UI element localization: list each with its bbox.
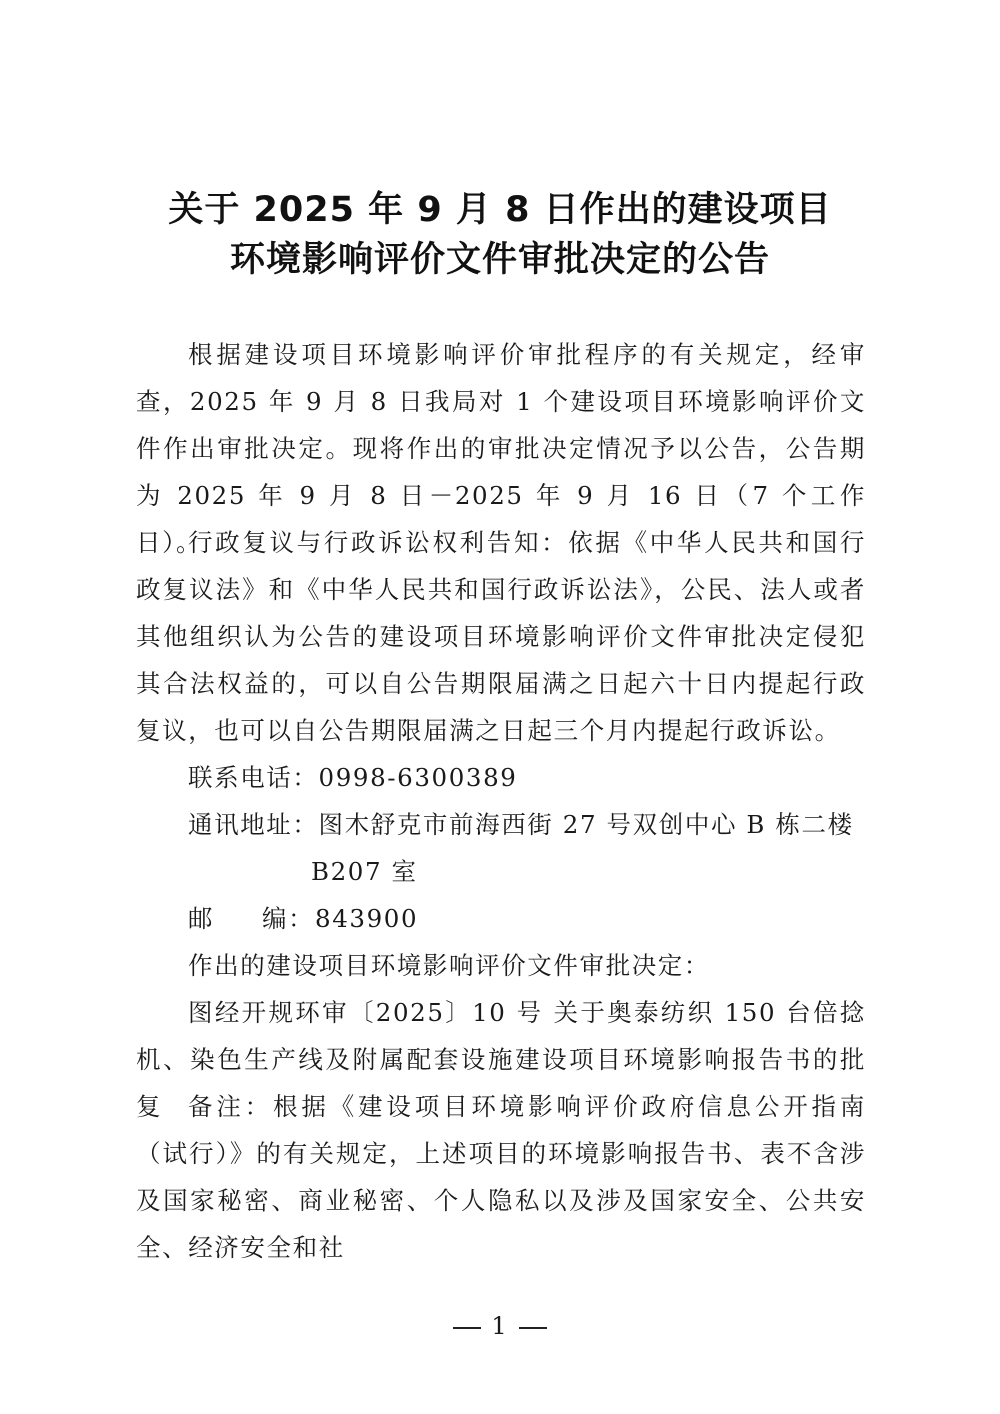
contact-address-label: 通讯地址： [188,810,319,839]
postcode-label-char-1: 邮 [188,904,215,933]
contact-postcode-value: 843900 [315,904,419,933]
contact-postcode-line [188,895,418,942]
contact-address-value: 图木舒克市前海西街 27 号双创中心 B 栋二楼 [318,810,854,839]
document-title-line-1: 关于 2025 年 9 月 8 日作出的建设项目 [168,190,832,230]
document-title-line-2: 环境影响评价文件审批决定的公告 [229,240,770,280]
postcode-label-char-2: 编： [262,904,315,933]
page-number-footer [0,1311,1000,1341]
contact-phone-line [188,754,517,801]
contact-phone-label: 联系电话： [188,763,319,792]
decision-item: 图经开规环审〔2025〕10 号 关于奥泰纺织 150 台倍捻机、染色生产线及附属配套设施建设项目环境影响报告书的批复 [136,998,866,1121]
page-number-right-dash [519,1327,547,1329]
page-number: 1 [491,1312,509,1340]
contact-postcode-label [188,895,315,942]
approval-announcement-paragraph: 根据建设项目环境影响评价审批程序的有关规定，经审查，2025 年 9 月 8 日我局对 1 个建设项目环境影响评价文件作出审批决定。现将作出的审批决定情况予以公告，公告期为 2025 年 9 月 8 日－2025 年 9 月 16 日（7 个工作日）。 [136,340,866,557]
page-number-left-dash [453,1327,481,1329]
contact-phone-value: 0998-6300389 [318,763,518,792]
decisions-heading: 作出的建设项目环境影响评价文件审批决定： [188,951,710,980]
legal-rights-notice-paragraph: 行政复议与行政诉讼权利告知：依据《中华人民共和国行政复议法》和《中华人民共和国行政诉讼法》，公民、法人或者其他组织认为公告的建设项目环境影响评价文件审批决定侵犯其合法权益的，可以自公告期限届满之日起六十日内提起行政复议，也可以自公告期限届满之日起三个月内提起行政诉讼。 [136,528,866,745]
contact-address-line [188,801,854,848]
contact-address-value-continued: B207 室 [311,857,418,886]
remark-paragraph: 备注：根据《建设项目环境影响评价政府信息公开指南（试行）》的有关规定，上述项目的环境影响报告书、表不含涉及国家秘密、商业秘密、个人隐私以及涉及国家安全、公共安全、经济安全和社 [136,1092,866,1262]
